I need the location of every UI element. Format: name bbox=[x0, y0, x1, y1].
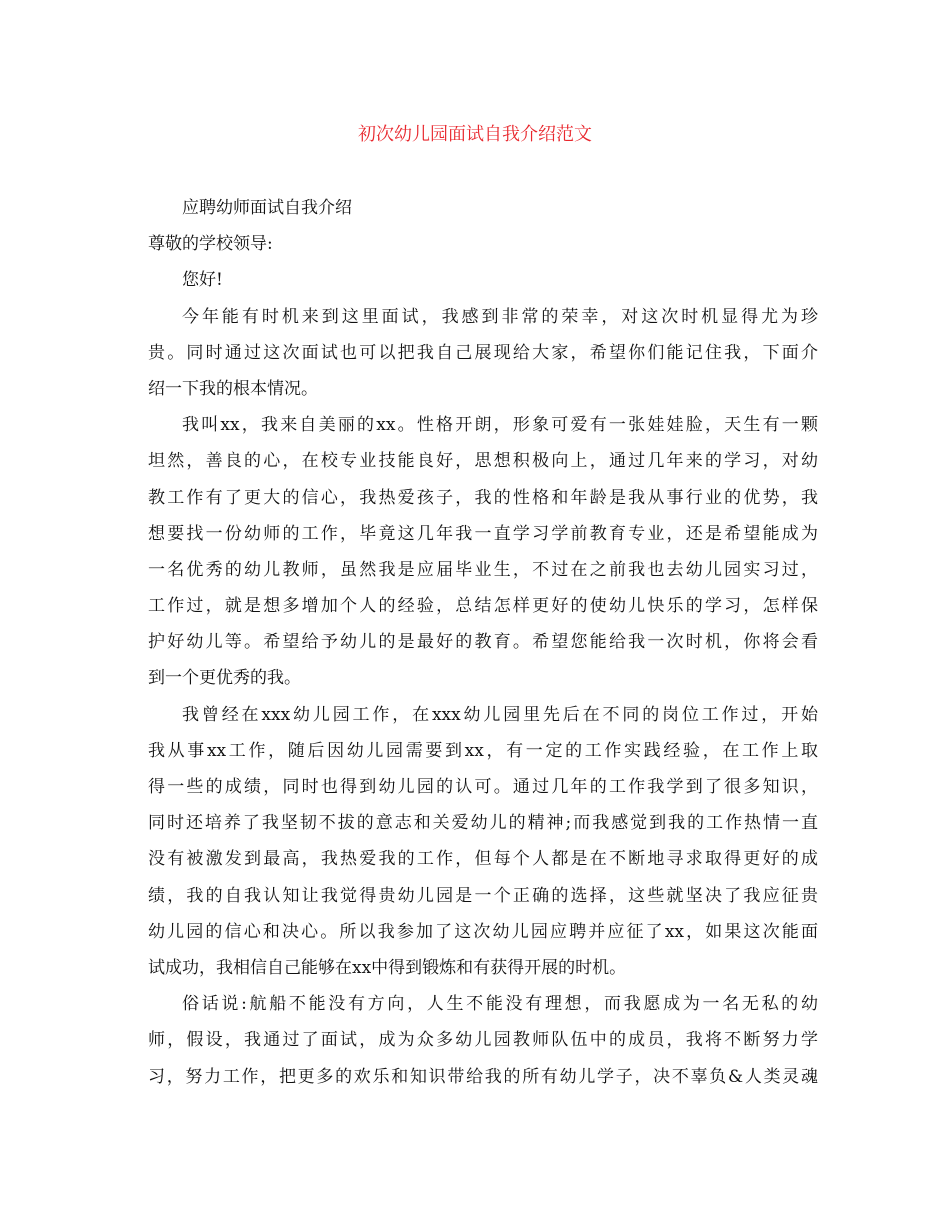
greeting-line: 您好! bbox=[182, 270, 223, 291]
heading-line: 应聘幼师面试自我介绍 bbox=[182, 198, 352, 218]
paragraph-line: 我从事xx工作，随后因幼儿园需要到xx，有一定的工作实践经验，在工作上取 bbox=[148, 740, 818, 761]
paragraph-line: 师，假设，我通过了面试，成为众多幼儿园教师队伍中的成员，我将不断努力学 bbox=[148, 1030, 818, 1051]
paragraph-line: 今年能有时机来到这里面试，我感到非常的荣幸，对这次时机显得尤为珍 bbox=[182, 306, 818, 327]
paragraph-line: 坦然，善良的心，在校专业技能良好，思想积极向上，通过几年来的学习，对幼 bbox=[148, 451, 818, 472]
paragraph-line: 贵。同时通过这次面试也可以把我自己展现给大家，希望你们能记住我，下面介 bbox=[148, 342, 818, 363]
paragraph-line: 一名优秀的幼儿教师，虽然我是应届毕业生，不过在之前我也去幼儿园实习过， bbox=[148, 559, 818, 580]
paragraph-line: 护好幼儿等。希望给予幼儿的是最好的教育。希望您能给我一次时机，你将会看 bbox=[148, 632, 818, 653]
paragraph-line: 同时还培养了我坚韧不拔的意志和关爱幼儿的精神;而我感觉到我的工作热情一直 bbox=[148, 813, 818, 834]
paragraph-line: 教工作有了更大的信心，我热爱孩子，我的性格和年龄是我从事行业的优势，我 bbox=[148, 487, 818, 508]
paragraph-line: 俗话说:航船不能没有方向，人生不能没有理想，而我愿成为一名无私的幼 bbox=[182, 994, 818, 1015]
paragraph-line: 到一个更优秀的我。 bbox=[148, 668, 301, 689]
document-body bbox=[148, 190, 818, 1095]
paragraph-line: 试成功，我相信自己能够在xx中得到锻炼和有获得开展的时机。 bbox=[148, 957, 627, 978]
paragraph-line: 幼儿园的信心和决心。所以我参加了这次幼儿园应聘并应征了xx，如果这次能面 bbox=[148, 921, 818, 942]
paragraph-line: 习，努力工作，把更多的欢乐和知识带给我的所有幼儿学子，决不辜负&人类灵魂 bbox=[148, 1066, 818, 1087]
paragraph-line: 绍一下我的根本情况。 bbox=[148, 378, 318, 399]
paragraph-line: 得一些的成绩，同时也得到幼儿园的认可。通过几年的工作我学到了很多知识， bbox=[148, 777, 818, 797]
paragraph-line: 我叫xx，我来自美丽的xx。性格开朗，形象可爱有一张娃娃脸，天生有一颗 bbox=[182, 415, 818, 436]
paragraph-line: 想要找一份幼师的工作，毕竟这几年我一直学习学前教育专业，还是希望能成为 bbox=[148, 523, 818, 544]
paragraph-line: 没有被激发到最高，我热爱我的工作，但每个人都是在不断地寻求取得更好的成 bbox=[148, 849, 818, 870]
document-title: 初次幼儿园面试自我介绍范文 bbox=[358, 124, 592, 145]
paragraph-line: 我曾经在xxx幼儿园工作，在xxx幼儿园里先后在不同的岗位工作过，开始 bbox=[182, 704, 818, 725]
paragraph-line: 工作过，就是想多增加个人的经验，总结怎样更好的使幼儿快乐的学习，怎样保 bbox=[148, 596, 818, 617]
paragraph-line: 绩，我的自我认知让我觉得贵幼儿园是一个正确的选择，这些就坚决了我应征贵 bbox=[148, 885, 818, 906]
salutation-line: 尊敬的学校领导: bbox=[148, 234, 273, 255]
